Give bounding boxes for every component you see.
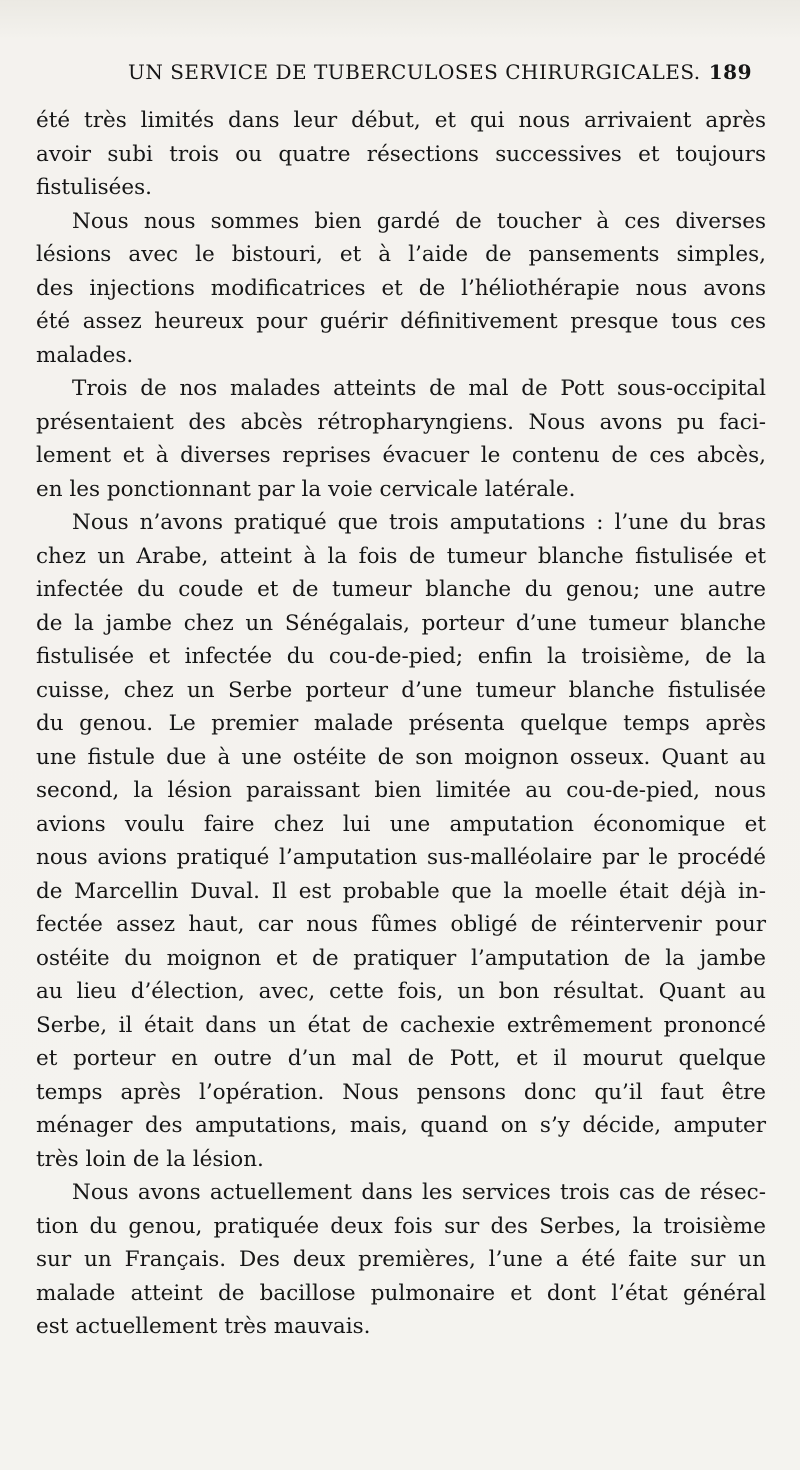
page-number: 189	[708, 60, 752, 84]
text-line: cuisse, chez un Serbe porteur d’une tumeur blanche fistulisée	[36, 677, 766, 703]
text-line: fistulisée et infectée du cou-de-pied; enfin la troisième, de la	[36, 644, 766, 669]
body-text	[36, 104, 766, 1344]
text-line: temps après l’opération. Nous pensons donc qu’il faut être	[36, 1079, 766, 1105]
text-line: second, la lésion paraissant bien limitée au cou-de-pied, nous	[36, 778, 766, 803]
text-line: ménager des amputations, mais, quand on s’y décide, amputer	[36, 1113, 766, 1138]
text-line: est actuellement très mauvais.	[36, 1314, 371, 1339]
text-line: Trois de nos malades atteints de mal de Pott sous-occipital	[72, 376, 766, 401]
text-line: malade atteint de bacillose pulmonaire et dont l’état général	[36, 1280, 766, 1306]
running-head: UN SERVICE DE TUBERCULOSES CHIRURGICALES.	[128, 60, 701, 84]
text-line: fectée assez haut, car nous fûmes obligé de réintervenir pour	[36, 912, 766, 937]
text-line: au lieu d’élection, avec, cette fois, un bon résultat. Quant au	[36, 979, 766, 1004]
text-line: du genou. Le premier malade présenta quelque temps après	[36, 711, 766, 736]
text-line: lésions avec le bistouri, et à l’aide de pansements simples,	[36, 242, 766, 267]
text-line: avions voulu faire chez lui une amputation économique et	[36, 811, 766, 837]
text-line: nous avions pratiqué l’amputation sus-malléolaire par le procédé	[36, 845, 766, 870]
text-line: été assez heureux pour guérir définitivement presque tous ces	[36, 309, 766, 334]
text-line: Nous avons actuellement dans les services trois cas de résec-	[72, 1180, 766, 1205]
text-line: de la jambe chez un Sénégalais, porteur d’une tumeur blanche	[36, 610, 766, 636]
page-header	[128, 60, 752, 92]
text-line: Nous n’avons pratiqué que trois amputations : l’une du bras	[72, 510, 766, 535]
text-line: une fistule due à une ostéite de son moignon osseux. Quant au	[36, 744, 766, 770]
text-line: des injections modificatrices et de l’héliothérapie nous avons	[36, 275, 766, 301]
text-line: sur un Français. Des deux premières, l’une a été faite sur un	[36, 1247, 766, 1272]
text-line: présentaient des abcès rétropharyngiens. Nous avons pu faci-	[36, 409, 766, 435]
text-line: chez un Arabe, atteint à la fois de tumeur blanche fistulisée et	[36, 543, 766, 569]
text-line: tion du genou, pratiquée deux fois sur des Serbes, la troisième	[36, 1213, 766, 1239]
text-line: ostéite du moignon et de pratiquer l’amputation de la jambe	[36, 945, 766, 971]
text-line: en les ponctionnant par la voie cervicale latérale.	[36, 476, 576, 502]
text-line: fistulisées.	[36, 175, 152, 200]
text-line: infectée du coude et de tumeur blanche du genou; une autre	[36, 577, 766, 602]
text-line: Serbe, il était dans un état de cachexie extrêmement prononcé	[36, 1012, 766, 1038]
text-line: lement et à diverses reprises évacuer le contenu de ces abcès,	[36, 443, 766, 468]
text-line: avoir subi trois ou quatre résections successives et toujours	[36, 141, 766, 167]
text-line: été très limités dans leur début, et qui nous arrivaient après	[36, 108, 766, 133]
text-line: très loin de la lésion.	[36, 1146, 264, 1172]
text-line: malades.	[36, 342, 134, 368]
text-line: et porteur en outre d’un mal de Pott, et il mourut quelque	[36, 1046, 766, 1071]
text-line: Nous nous sommes bien gardé de toucher à ces diverses	[72, 208, 766, 234]
text-line: de Marcellin Duval. Il est probable que la moelle était déjà in-	[36, 878, 766, 904]
